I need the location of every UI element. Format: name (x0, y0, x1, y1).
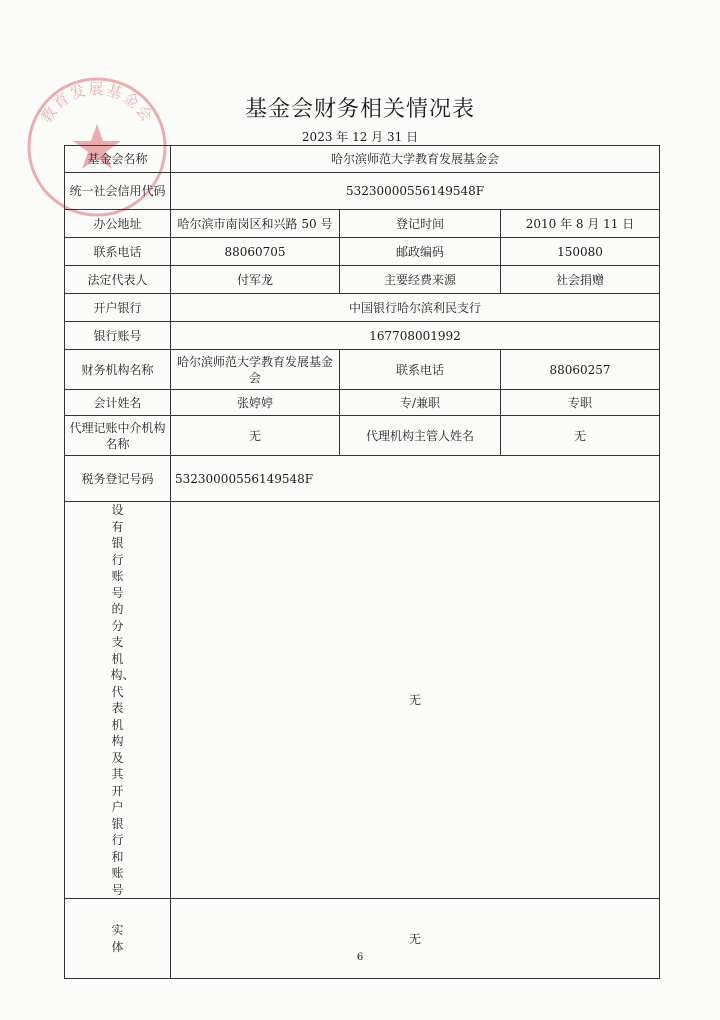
label-phone: 联系电话 (65, 238, 171, 266)
table-row (65, 350, 660, 390)
label-employment: 专/兼职 (340, 390, 501, 416)
table-row (65, 266, 660, 294)
page-number: 6 (356, 952, 364, 963)
label-foundation-name: 基金会名称 (65, 146, 171, 173)
label-contact-phone: 联系电话 (340, 350, 501, 390)
table-row (65, 146, 660, 173)
value-entity: 无 (171, 899, 660, 979)
value-legal-rep: 付军龙 (171, 266, 340, 294)
value-bank: 中国银行哈尔滨利民支行 (171, 294, 660, 322)
label-finance-org: 财务机构名称 (65, 350, 171, 390)
value-postal: 150080 (501, 238, 660, 266)
label-branches-text: 设有银行账号的分支机构、代表机构及其开户银行和账号 (110, 503, 135, 897)
table-row (65, 899, 660, 979)
value-branches: 无 (171, 502, 660, 899)
table-row (65, 456, 660, 502)
value-phone: 88060705 (171, 238, 340, 266)
label-entity (65, 899, 171, 979)
value-foundation-name: 哈尔滨师范大学教育发展基金会 (171, 146, 660, 173)
label-bank: 开户银行 (65, 294, 171, 322)
value-credit-code: 53230000556149548F (171, 173, 660, 210)
value-agent-manager: 无 (501, 416, 660, 456)
finance-info-table (64, 145, 660, 979)
label-postal: 邮政编码 (340, 238, 501, 266)
value-contact-phone: 88060257 (501, 350, 660, 390)
table-row (65, 502, 660, 899)
table-row (65, 238, 660, 266)
label-legal-rep: 法定代表人 (65, 266, 171, 294)
value-account: 167708001992 (171, 322, 660, 350)
value-accountant: 张婷婷 (171, 390, 340, 416)
table-row (65, 390, 660, 416)
value-employment: 专职 (501, 390, 660, 416)
table-row (65, 416, 660, 456)
label-credit-code: 统一社会信用代码 (65, 173, 171, 210)
label-agent-org: 代理记账中介机构名称 (65, 416, 171, 456)
value-reg-time: 2010 年 8 月 11 日 (501, 210, 660, 238)
value-agent-org: 无 (171, 416, 340, 456)
label-accountant: 会计姓名 (65, 390, 171, 416)
label-branches (65, 502, 171, 899)
table-row (65, 294, 660, 322)
value-address: 哈尔滨市南岗区和兴路 50 号 (171, 210, 340, 238)
label-address: 办公地址 (65, 210, 171, 238)
value-finance-org: 哈尔滨师范大学教育发展基金会 (171, 350, 340, 390)
label-entity-text: 实体 (111, 923, 124, 954)
value-tax-no: 53230000556149548F (171, 456, 660, 502)
seal-text: 教育发展基金会 (37, 80, 157, 127)
page-title: 基金会财务相关情况表 (244, 97, 475, 122)
table-row (65, 210, 660, 238)
label-agent-manager: 代理机构主管人姓名 (340, 416, 501, 456)
table-row (65, 173, 660, 210)
value-funding-source: 社会捐赠 (501, 266, 660, 294)
label-funding-source: 主要经费来源 (340, 266, 501, 294)
report-date: 2023 年 12 月 31 日 (301, 130, 419, 144)
label-reg-time: 登记时间 (340, 210, 501, 238)
table-row (65, 322, 660, 350)
label-tax-no: 税务登记号码 (65, 456, 171, 502)
label-account: 银行账号 (65, 322, 171, 350)
